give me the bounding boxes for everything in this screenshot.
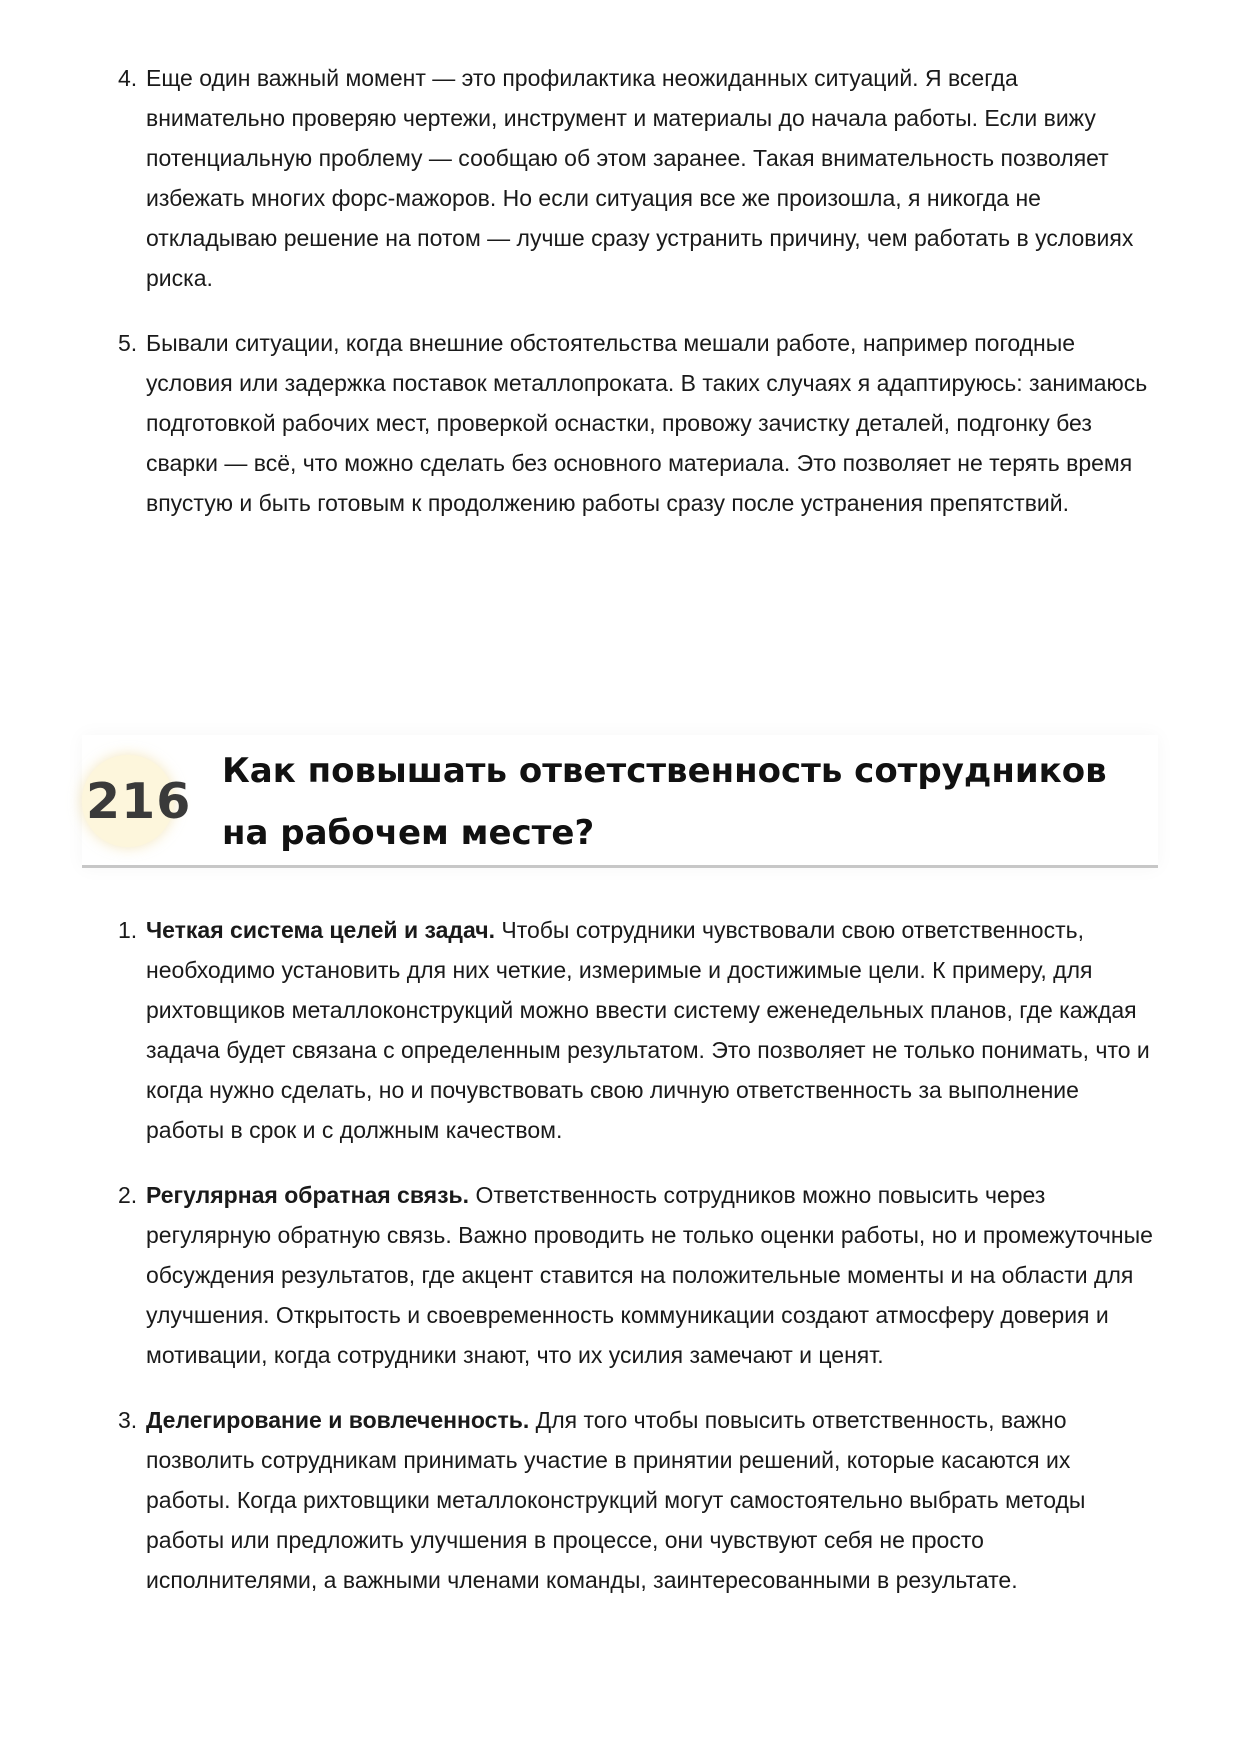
question-title: Как повышать ответственность сотрудников на рабочем месте? [222, 751, 1107, 853]
list-item-text: Для того чтобы повысить ответственность, важно позволить сотрудникам принимать участие в принятии решений, которые касаются их работы. Когда рихтовщики металлоконструкций могут самостоятельно выбрать методы работы или предложить улучшения в процессе, они чувствуют себя не просто исполнителями, а важными членами команды, заинтересованными в результате. [146, 1407, 1086, 1593]
list-item [118, 1175, 1158, 1375]
list-item-heading: Четкая система целей и задач. [146, 917, 495, 943]
list-item-number: 3. [118, 1407, 138, 1433]
list-item-heading: Делегирование и вовлеченность. [146, 1407, 530, 1433]
list-item [118, 58, 1158, 298]
list-item-text: Бывали ситуации, когда внешние обстоятельства мешали работе, например погодные условия или задержка поставок металлопроката. В таких случаях я адаптируюсь: занимаюсь подготовкой рабочих мест, проверкой оснастки, провожу зачистку деталей, подгонку без сварки — всё, что можно сделать без основного материала. Это позволяет не терять время впустую и быть готовым к продолжению работы сразу после устранения препятствий. [146, 330, 1148, 516]
list-item-text: Ответственность сотрудников можно повысить через регулярную обратную связь. Важно проводить не только оценки работы, но и промежуточные обсуждения результатов, где акцент ставится на положительные моменты и на области для улучшения. Открытость и своевременность коммуникации создают атмосферу доверия и мотивации, когда сотрудники знают, что их усилия замечают и ценят. [146, 1182, 1153, 1368]
previous-answer-list [118, 58, 1158, 548]
list-item-heading: Регулярная обратная связь. [146, 1182, 470, 1208]
list-item-text: Чтобы сотрудники чувствовали свою ответственность, необходимо установить для них четкие, измеримые и достижимые цели. К примеру, для рихтовщиков металлоконструкций можно ввести систему еженедельных планов, где каждая задача будет связана с определенным результатом. Это позволяет не только понимать, что и когда нужно сделать, но и почувствовать свою личную ответственность за выполнение работы в срок и с должным качеством. [146, 917, 1150, 1143]
list-item [118, 1400, 1158, 1600]
list-item-number: 5. [118, 330, 138, 356]
list-item-number: 1. [118, 917, 138, 943]
list-item [118, 323, 1158, 523]
list-item-number: 4. [118, 65, 138, 91]
list-item [118, 910, 1158, 1150]
question-heading [82, 735, 1158, 868]
question-number: 216 [86, 773, 192, 830]
list-item-number: 2. [118, 1182, 138, 1208]
answer-list [118, 910, 1158, 1625]
list-item-text: Еще один важный момент — это профилактика неожиданных ситуаций. Я всегда внимательно проверяю чертежи, инструмент и материалы до начала работы. Если вижу потенциальную проблему — сообщаю об этом заранее. Такая внимательность позволяет избежать многих форс-мажоров. Но если ситуация все же произошла, я никогда не откладываю решение на потом — лучше сразу устранить причину, чем работать в условиях риска. [146, 65, 1134, 291]
